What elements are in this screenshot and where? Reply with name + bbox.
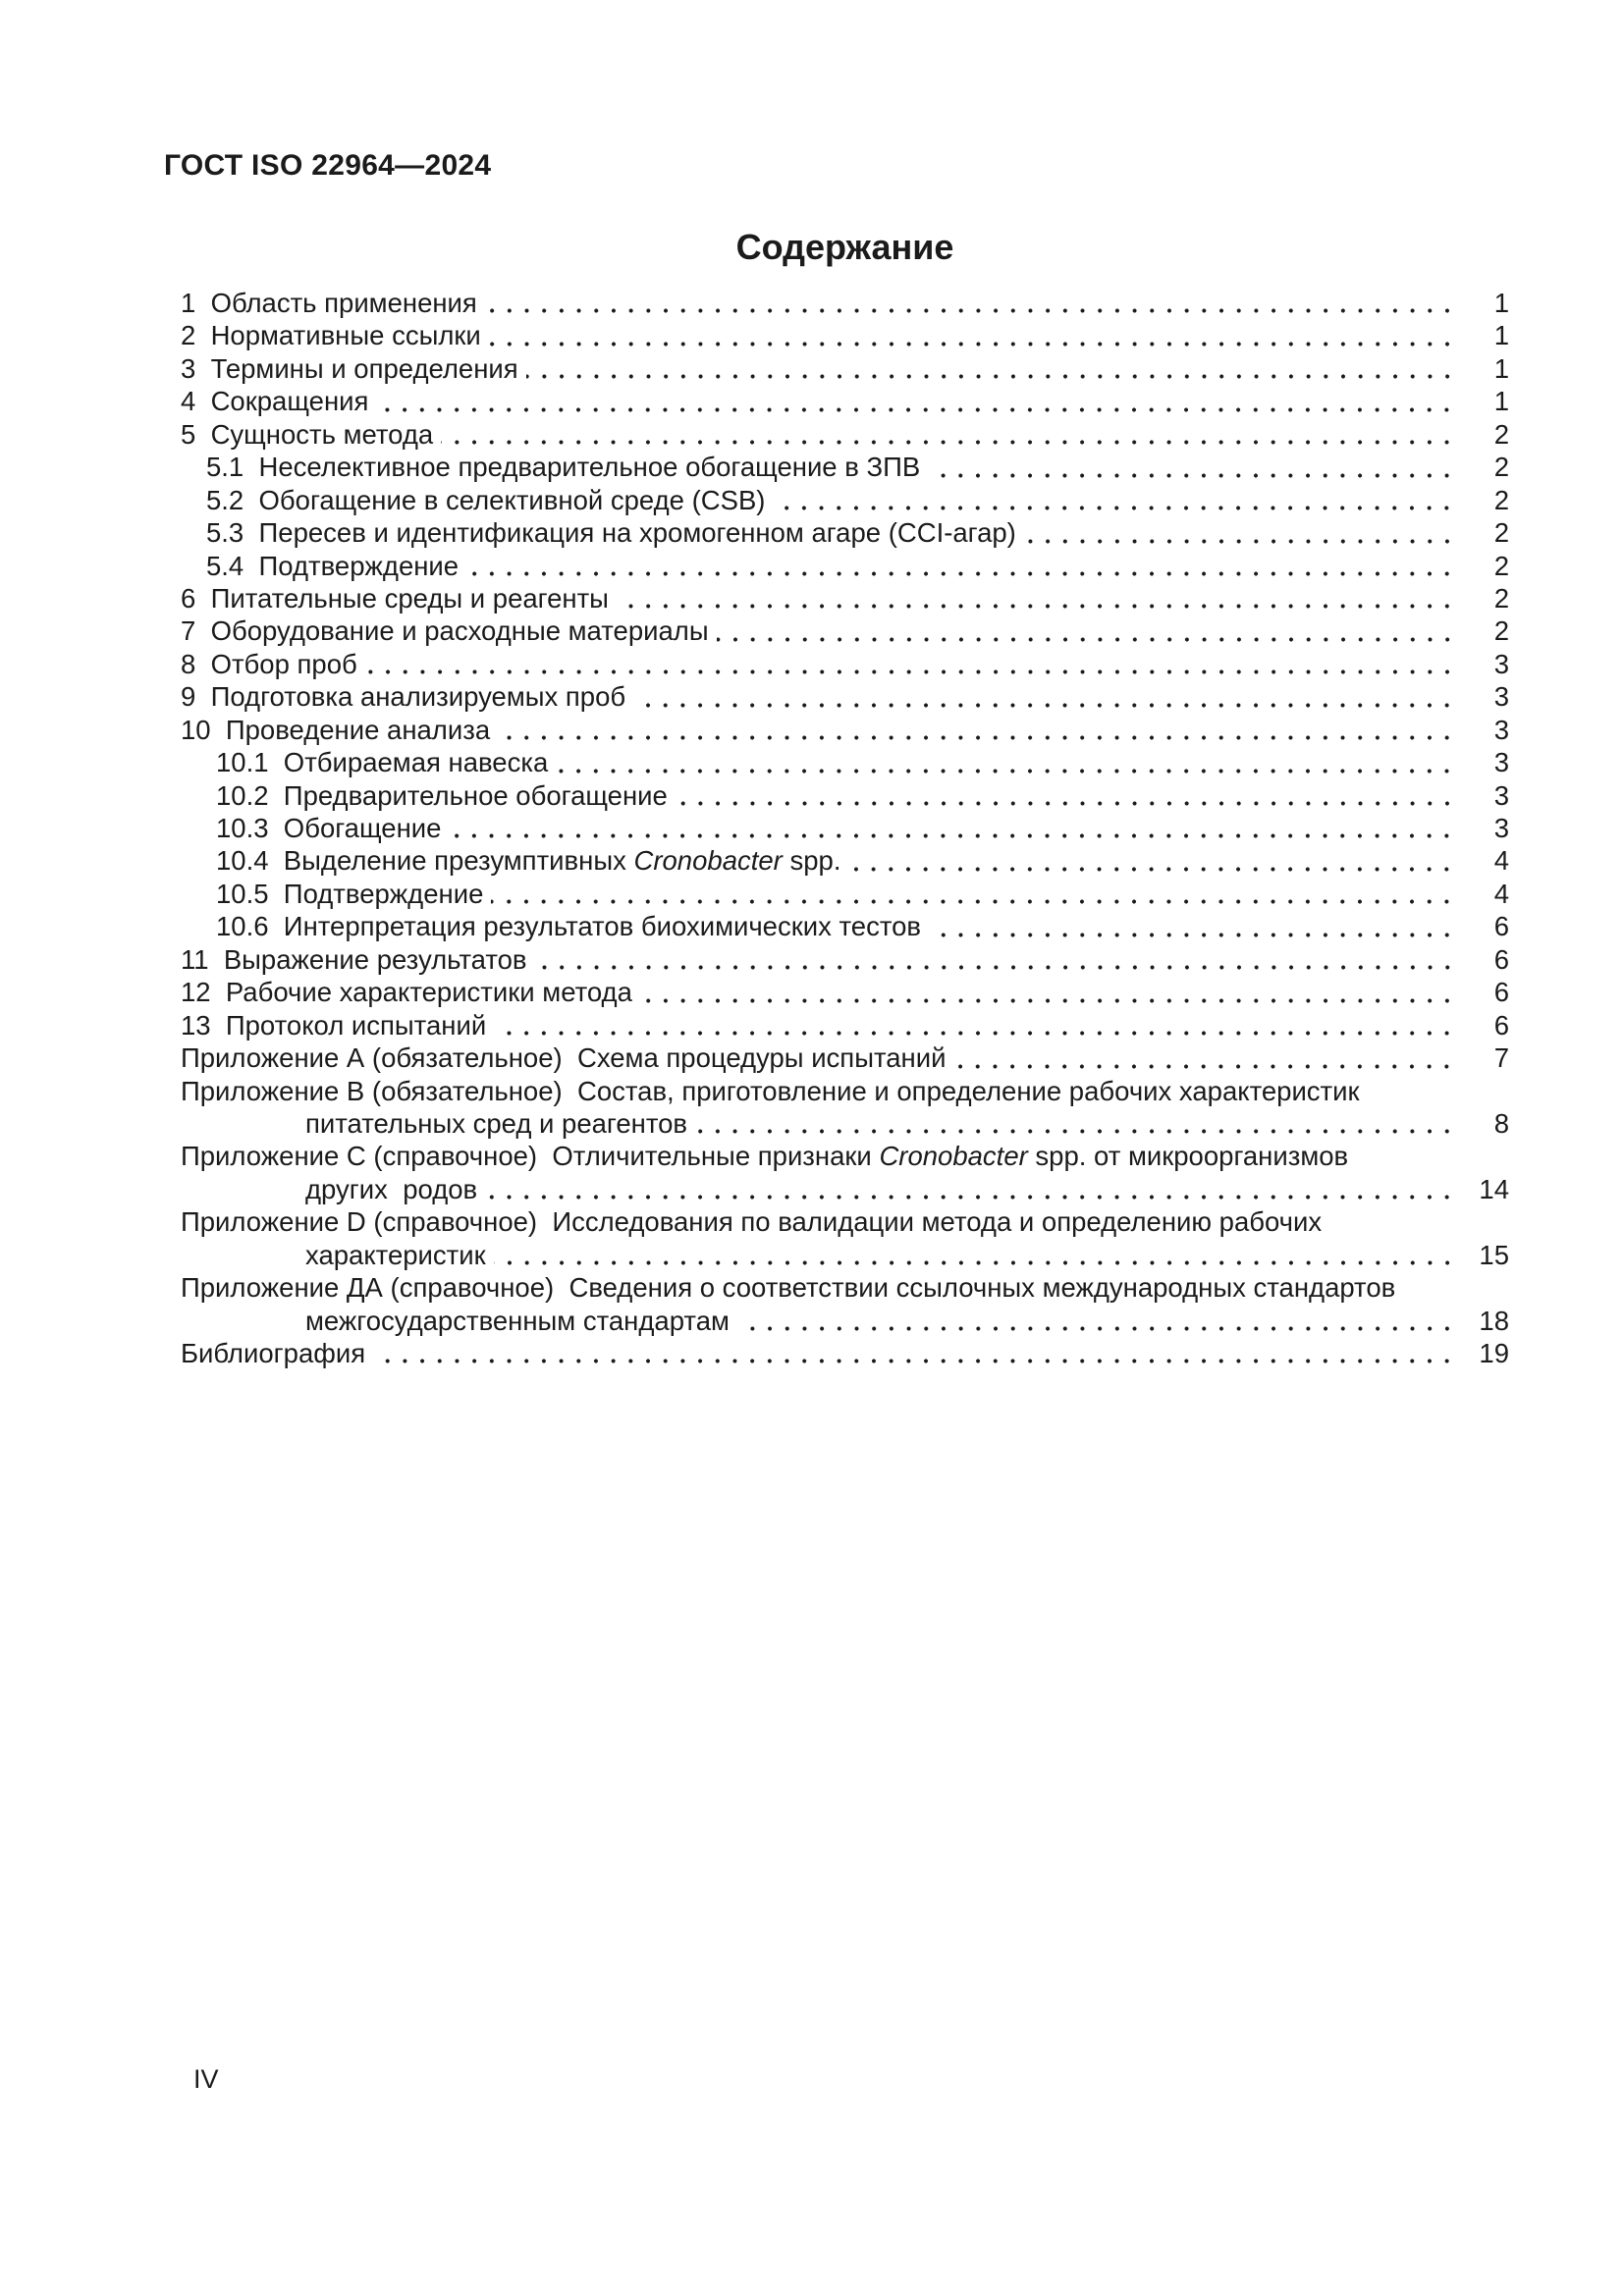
toc-entry (181, 714, 1509, 746)
toc-page-ref: 14 (1479, 1173, 1509, 1204)
toc-dot-leader (489, 342, 1462, 347)
toc-dot-leader (556, 769, 1462, 774)
toc-entry (181, 385, 1509, 417)
toc-entry-text: 4 Сокращения (181, 386, 369, 417)
toc-page-ref: 3 (1493, 714, 1509, 745)
toc-dot-leader (485, 308, 1462, 313)
toc-entry (181, 1041, 1509, 1074)
toc-entry (181, 1239, 1509, 1271)
toc-entry-text: Библиография (181, 1338, 366, 1368)
toc-dot-leader (449, 833, 1462, 838)
toc-page-ref: 15 (1479, 1239, 1509, 1270)
toc-entry-text: 9 Подготовка анализируемых проб (181, 681, 626, 713)
toc-page-ref: 3 (1493, 779, 1509, 811)
toc-page-ref: 2 (1493, 484, 1509, 515)
toc-page-ref: 2 (1493, 517, 1509, 549)
toc-entry-text: 2 Нормативные ссылки (181, 320, 481, 351)
toc-page-ref: 4 (1493, 845, 1509, 877)
toc-page-ref: 2 (1493, 452, 1509, 483)
toc-dot-leader (929, 933, 1462, 937)
toc-entry-text: 7 Оборудование и расходные материалы (181, 615, 709, 647)
toc-entry (181, 746, 1509, 778)
toc-entry (181, 1271, 1509, 1304)
toc-page-ref: 3 (1493, 681, 1509, 713)
toc-entry (181, 1205, 1509, 1238)
toc-entry (181, 844, 1509, 877)
toc-entry (181, 550, 1509, 582)
toc-dot-leader (1024, 539, 1462, 544)
toc-entry-text: 6 Питательные среды и реагенты (181, 582, 609, 614)
toc-entry (181, 1107, 1509, 1140)
toc-entry (181, 1075, 1509, 1107)
toc-entry (181, 582, 1509, 614)
toc-page-ref: 7 (1493, 1042, 1509, 1074)
toc-page-ref: 6 (1493, 911, 1509, 942)
toc-entry (181, 451, 1509, 483)
toc-entry-text: Приложение А (обязательное) Схема процедуры испытаний (181, 1042, 947, 1074)
toc-entry (181, 680, 1509, 713)
toc-entry (181, 1173, 1509, 1205)
toc-entry (181, 1140, 1509, 1172)
toc-entry-text: 10.1 Отбираемая навеска (216, 747, 549, 778)
toc-dot-leader (365, 669, 1462, 674)
toc-dot-leader (640, 998, 1462, 1003)
toc-page-ref: 2 (1493, 582, 1509, 614)
toc-dot-leader (441, 440, 1462, 445)
toc-page-ref: 1 (1493, 288, 1509, 318)
toc-page-ref: 19 (1479, 1338, 1509, 1368)
toc-entry (181, 1337, 1509, 1369)
toc-page-ref: 2 (1493, 550, 1509, 581)
toc-entry-text: 1 Область применения (181, 288, 477, 318)
toc-entry-text: 5.1 Неселективное предварительное обогащение в ЗПВ (206, 452, 921, 483)
toc-dot-leader (373, 1359, 1462, 1363)
toc-entry-text: 11 Выражение результатов (181, 943, 527, 975)
toc-entry-text: 10.2 Предварительное обогащение (216, 779, 668, 811)
toc-entry (181, 910, 1509, 942)
toc-entry (181, 878, 1509, 910)
toc-page-ref: 3 (1493, 648, 1509, 679)
toc-page-ref: 1 (1493, 320, 1509, 351)
toc-entry (181, 1009, 1509, 1041)
toc-page-ref: 2 (1493, 418, 1509, 450)
toc-dot-leader (717, 637, 1462, 642)
toc-entry-text: питательных сред и реагентов (305, 1107, 688, 1139)
toc-dot-leader (737, 1326, 1462, 1331)
toc-entry-text: 3 Термины и определения (181, 352, 518, 384)
toc-entry-text: 5.2 Обогащение в селективной среде (CSB) (206, 484, 766, 515)
toc-entry (181, 614, 1509, 647)
toc-entry (181, 943, 1509, 976)
toc-dot-leader (526, 374, 1462, 379)
page-number: IV (193, 2064, 219, 2094)
toc-dot-leader (498, 735, 1462, 740)
toc-entry-text: характеристик (305, 1239, 486, 1270)
toc-entry-text: 10 Проведение анализа (181, 714, 491, 745)
document-header: ГОСТ ISO 22964—2024 (164, 149, 492, 182)
toc-list (181, 287, 1509, 1369)
toc-entry (181, 484, 1509, 516)
toc-dot-leader (617, 604, 1462, 609)
toc-dot-leader (491, 899, 1462, 904)
toc-entry-text: других родов (305, 1173, 478, 1204)
toc-page-ref: 6 (1493, 1009, 1509, 1041)
toc-entry-text: 5.4 Подтверждение (206, 550, 460, 581)
toc-entry-text: 10.6 Интерпретация результатов биохимических тестов (216, 911, 922, 942)
toc-dot-leader (466, 571, 1462, 576)
toc-entry (181, 1305, 1509, 1337)
toc-page-ref: 3 (1493, 747, 1509, 778)
toc-dot-leader (485, 1195, 1462, 1200)
toc-dot-leader (773, 506, 1462, 510)
toc-entry-text: Приложение С (справочное) Отличительные признаки Cronobacter spp. от микроорганизмов (181, 1141, 1349, 1172)
toc-entry (181, 779, 1509, 812)
toc-entry (181, 648, 1509, 680)
toc-entry (181, 976, 1509, 1008)
toc-entry-text: Приложение ДА (справочное) Сведения о соответствии ссылочных международных стандартов (181, 1272, 1396, 1304)
toc-entry (181, 418, 1509, 451)
toc-entry-text: 5.3 Пересев и идентификация на хромогенном агаре (CCI-агар) (206, 517, 1016, 549)
toc-dot-leader (928, 473, 1462, 478)
toc-page-ref: 1 (1493, 386, 1509, 417)
toc-entry-text: Приложение D (справочное) Исследования по валидации метода и определению рабочих (181, 1206, 1323, 1238)
toc-entry (181, 812, 1509, 844)
toc-entry (181, 352, 1509, 385)
toc-dot-leader (953, 1064, 1462, 1069)
toc-dot-leader (633, 703, 1462, 708)
toc-entry-text: 10.4 Выделение презумптивных Cronobacter spp. (216, 845, 841, 877)
toc-dot-leader (676, 801, 1462, 806)
page-title: Содержание (735, 227, 954, 267)
toc-entry-text: 10.5 Подтверждение (216, 878, 484, 909)
toc-dot-leader (848, 867, 1462, 872)
toc-page-ref: 18 (1479, 1305, 1509, 1336)
toc-dot-leader (376, 407, 1462, 412)
toc-entry-text: 12 Рабочие характеристики метода (181, 977, 632, 1008)
toc-entry-text: 10.3 Обогащение (216, 813, 442, 843)
toc-dot-leader (535, 965, 1462, 970)
toc-entry-text: Приложение В (обязательное) Состав, приготовление и определение рабочих характеристик (181, 1075, 1360, 1106)
toc-page-ref: 6 (1493, 977, 1509, 1008)
toc-page-ref: 1 (1493, 352, 1509, 384)
toc-page-ref: 6 (1493, 943, 1509, 975)
toc-dot-leader (494, 1031, 1462, 1036)
toc-entry-text: 8 Отбор проб (181, 648, 357, 679)
toc-dot-leader (695, 1129, 1462, 1134)
toc-dot-leader (494, 1260, 1462, 1265)
toc-entry (181, 319, 1509, 351)
toc-page-ref: 4 (1493, 878, 1509, 909)
toc-entry-text: 5 Сущность метода (181, 418, 434, 450)
toc-entry (181, 516, 1509, 549)
toc-entry (181, 287, 1509, 319)
toc-page-ref: 3 (1493, 813, 1509, 843)
toc-page-ref: 8 (1493, 1107, 1509, 1139)
toc-page-ref: 2 (1493, 615, 1509, 647)
toc-entry-text: 13 Протокол испытаний (181, 1009, 487, 1041)
toc-entry-text: межгосударственным стандартам (305, 1305, 730, 1336)
